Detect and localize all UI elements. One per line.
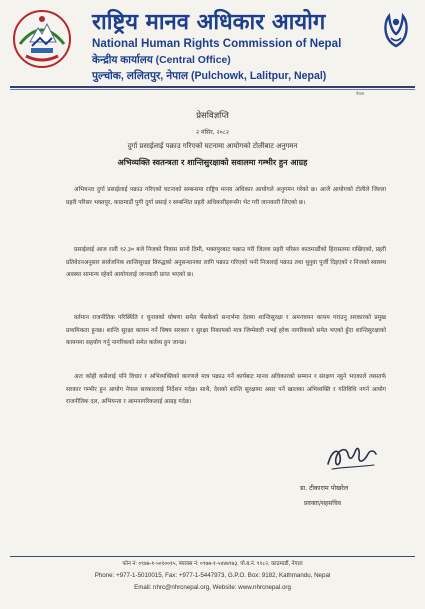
- body-paragraph: अतः कोही कसैलाई पनि विचार र अभिव्यक्तिको कारणले मात्र पक्राउ गर्ने कार्यबाट मानव अधिकारको सम्मान र संरक्षण नहुने भएकाले त्यसतर्फ सरकार गम्भीर हुन आयोग नेपाल सरकारलाई निर्देशन गर्दछ। साथै, देशको शान्ति सुरक्षामा असर पर्ने खालका अभिव्यक्ति र गतिविधि नगर्न आयोग राजनीतिक दल, अभियन्ता र आमनागरिकलाई आग्रह गर्दछ।: [66, 374, 386, 405]
- header-divider: [10, 86, 415, 88]
- footer-divider: [10, 556, 415, 557]
- document-title: प्रेसविज्ञप्ति: [196, 111, 229, 121]
- footer-contact-english: Phone: +977-1-5010015, Fax: +977-1-5447973, G.P.O. Box: 9182, Kathmandu, Nepal: [94, 572, 331, 579]
- body-paragraph: अभियन्ता दुर्गा प्रसाईलाई पक्राउ गरिएको घटनाको सम्बन्धमा राष्ट्रिय मानव अधिकार आयोगले अनुगमन गरेको छ। आजै आयोगको टोलीले जिल्ला प्रहरी परिसर भक्तपुर, काठमाडौं पुगी दुर्गा प्रसाई र सम्बन्धित प्रहरी अधिकारीहरूसँग भेट गरी जानकारी लिएको छ।: [66, 187, 386, 206]
- org-name-english: National Human Rights Commission of Nepal: [92, 37, 342, 50]
- header-divider-thin: [10, 89, 415, 90]
- signatory-role: प्रवक्ता/सहसचिव: [304, 500, 341, 507]
- footer-contact-nepali: फोन नं: ०९७७-१-५०१००१५, फ्याक्स नं: ०९७७-१-५४४७९७३, पो.ब.नं. ९१८२, काठमाडौं, नेपाल: [122, 561, 303, 567]
- footer-email-website: Email: nhrc@nhrcnepal.org, Website: www.nhrcnepal.org: [134, 584, 291, 591]
- signature-image: [322, 440, 380, 474]
- nepal-emblem-icon: [12, 8, 72, 70]
- subject-line: दुर्गा प्रसाईलाई पक्राउ गरिएको घटनामा आयोगको टोलीबाट अनुगमन: [127, 142, 298, 150]
- body-paragraph: प्रसाईलाई आज राती १२.३० बजे निजको निवास सानो ठिमी, भक्तपुरबाट पक्राउ गरी जिल्ला प्रहरी परिसर काठमाडौंको हिरासतमा राखिएको, प्रहरी प्रतिवेदनअनुसार सार्वजनिक शान्तिसुरक्षा विरुद्धको अनुसन्धानका लागि पक्राउ गरिएको भनी निजलाई पक्राउ तथा थुनुवा पुर्जी दिइएको र निजको स्वास्थ्य अवस्था सामान्य रहेको आयोगलाई जानकारी प्राप्त भएको छ।: [66, 247, 386, 278]
- office-line: केन्द्रीय कार्यालय (Central Office): [92, 55, 231, 66]
- header-small-note: नेपाल: [356, 91, 365, 96]
- subject-headline: अभिव्यक्ति स्वतन्त्रता र शान्तिसुरक्षाको सवालमा गम्भीर हुन आग्रह: [117, 158, 308, 167]
- signatory-name: डा. टीकाराम पोखरेल: [300, 484, 349, 492]
- address-line: पुल्चोक, ललितपुर, नेपाल (Pulchowk, Lalitpur, Nepal): [92, 70, 327, 82]
- org-name-nepali: राष्ट्रिय मानव अधिकार आयोग: [92, 10, 326, 35]
- document-date: २ मंसिर, २०८२: [196, 129, 229, 136]
- body-paragraph: वर्तमान राजनीतिक परिस्थिति र चुनावको घोषणा समेत भैसकेको सन्दर्भमा देशमा शान्तिसुरक्षा र अमनचयन कायम गराउनु सरकारको प्रमुख प्राथमिकता हुनछ। शान्ति सुरक्षा कायम गर्ने विषय सरकार र सुरक्षा निकायको मात्र जिम्मेवारी नभई हरेक नागरिकको समेत भएको हुँदा शान्तिसुरक्षाको कायममा सहयोग गर्नु नागरिकको समेत कर्तव्य हुन जान्छ।: [66, 315, 386, 346]
